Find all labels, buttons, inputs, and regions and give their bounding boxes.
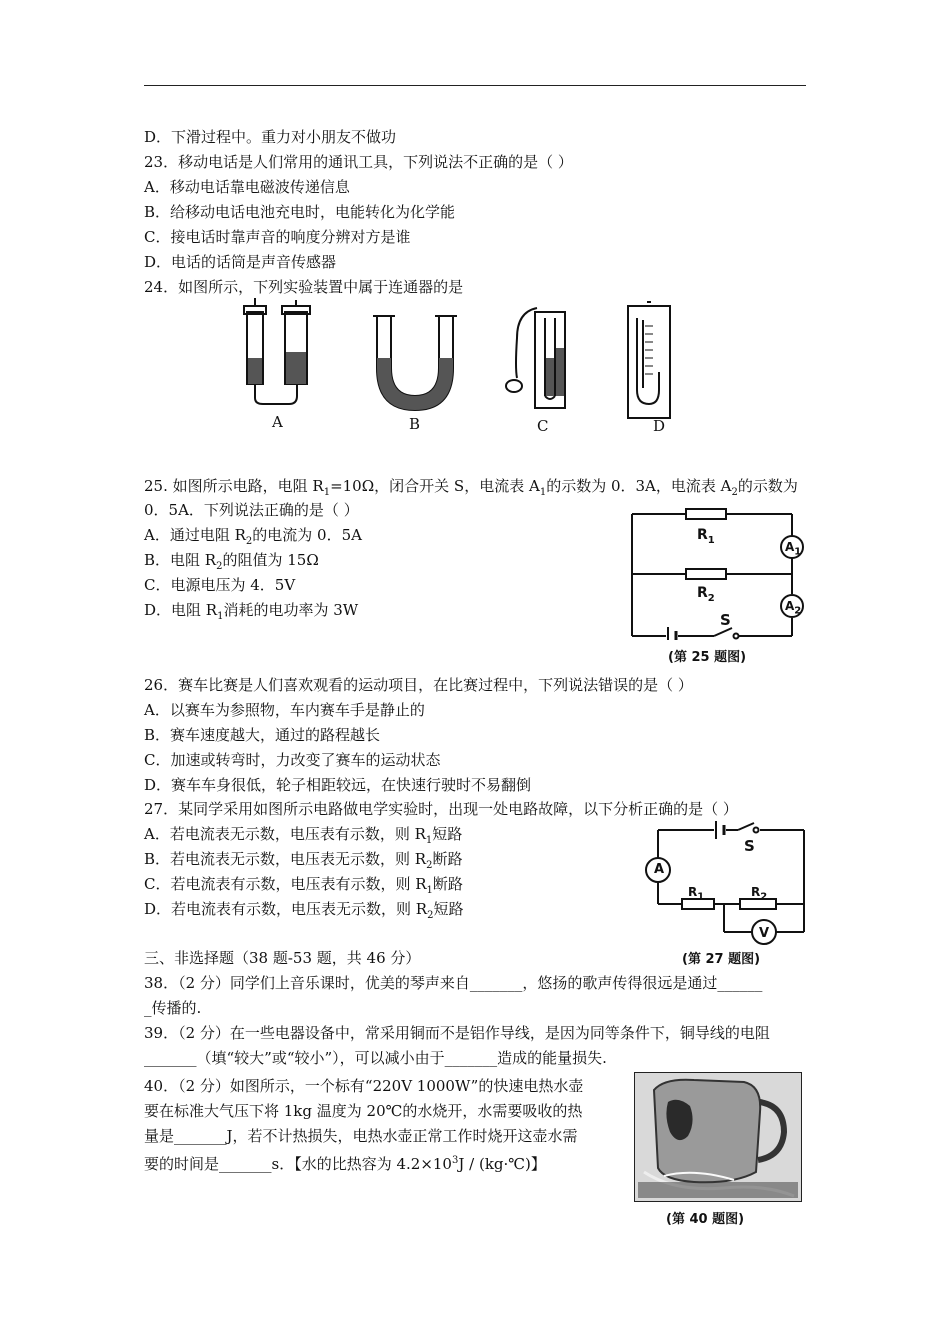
q40-line1: 40．（2 分）如图所示，一个标有“220V 1000W”的快速电热水壶 xyxy=(144,1077,584,1095)
q25-fig-r1-label: $R_1$ xyxy=(697,527,715,546)
q27-fig-r2-label: $R_2$ xyxy=(751,885,768,903)
q23-option-d: D．电话的话筒是声音传感器 xyxy=(144,253,337,271)
q27-fig-ammeter-label: A xyxy=(654,862,665,877)
q27-fig-r1-label: $R_1$ xyxy=(688,885,705,903)
q39-line2: _______（填“较大”或“较小”），可以减小由于_______造成的能量损失. xyxy=(144,1049,607,1067)
q25-option-a: A．通过电阻 $R_2$的电流为 0．5A xyxy=(144,526,362,547)
q24-label-a: A xyxy=(272,413,283,431)
q23-option-b: B．给移动电话电池充电时，电能转化为化学能 xyxy=(144,203,456,221)
q26-option-d: D．赛车车身很低，轮子相距较远，在快速行驶时不易翻倒 xyxy=(144,776,532,794)
q23-stem: 23．移动电话是人们常用的通讯工具，下列说法不正确的是（ ） xyxy=(144,153,573,171)
header-rule xyxy=(144,85,806,86)
q27-option-a: A．若电流表无示数，电压表有示数，则 $R_1$短路 xyxy=(144,825,463,846)
q25-option-b: B．电阻 $R_2$的阻值为 15Ω xyxy=(144,551,319,572)
q38-line2: _传播的. xyxy=(144,999,202,1017)
q27-fig-switch-label: S xyxy=(744,837,755,855)
q25-fig-a1-label: $A_1$ xyxy=(785,540,802,558)
q40-kettle-photo xyxy=(634,1072,802,1202)
q25-stem-line1: 25. 如图所示电路，电阻 $R_1=10\Omega$，闭合开关 S，电流表 $A_1$的示数为 0．3A，电流表 $A_2$的示数为 xyxy=(144,477,798,498)
q38-line1: 38．（2 分）同学们上音乐课时，优美的琴声来自_______，悠扬的歌声传得很远是通过______ xyxy=(144,974,763,992)
q40-line4: 要的时间是_______s．【水的比热容为 $4.2\times 10^3J$ / (kg·℃)】 xyxy=(144,1155,546,1173)
q40-figure-caption: (第 40 题图) xyxy=(666,1212,745,1227)
q23-option-a: A．移动电话靠电磁波传递信息 xyxy=(144,178,350,196)
q23-option-c: C．接电话时靠声音的响度分辨对方是谁 xyxy=(144,228,411,246)
q25-fig-r2-label: $R_2$ xyxy=(697,585,715,604)
q25-fig-a2-label: $A_2$ xyxy=(785,599,802,617)
q27-option-c: C．若电流表有示数，电压表有示数，则 $R_1$断路 xyxy=(144,875,463,896)
q27-option-d: D．若电流表有示数，电压表无示数，则 $R_2$短路 xyxy=(144,900,464,921)
q26-option-c: C．加速或转弯时，力改变了赛车的运动状态 xyxy=(144,751,441,769)
q26-stem: 26．赛车比赛是人们喜欢观看的运动项目，在比赛过程中，下列说法错误的是（ ） xyxy=(144,676,693,694)
q27-option-b: B．若电流表无示数，电压表无示数，则 $R_2$断路 xyxy=(144,850,463,871)
q24-label-b: B xyxy=(409,415,421,433)
q25-fig-switch-label: S xyxy=(720,611,731,629)
q25-figure-caption: (第 25 题图) xyxy=(668,650,747,665)
q26-option-a: A．以赛车为参照物，车内赛车手是静止的 xyxy=(144,701,425,719)
q27-figure-caption: (第 27 题图) xyxy=(682,952,761,967)
q40-line2: 要在标准大气压下将 1kg 温度为 20℃的水烧开，水需要吸收的热 xyxy=(144,1102,583,1120)
q24-stem: 24．如图所示，下列实验装置中属于连通器的是 xyxy=(144,278,464,296)
q24-label-c: C xyxy=(537,417,549,435)
q27-circuit-diagram xyxy=(640,820,810,955)
q24-apparatus-figure xyxy=(235,298,715,433)
q27-fig-voltmeter-label: V xyxy=(759,926,770,941)
section-3-heading: 三、非选择题（38 题-53 题，共 46 分） xyxy=(144,949,421,967)
q24-label-d: D xyxy=(653,417,666,435)
q40-line3: 量是_______J，若不计热损失，电热水壶正常工作时烧开这壶水需 xyxy=(144,1127,578,1145)
q39-line1: 39．（2 分）在一些电器设备中，常采用铜而不是铝作导线，是因为同等条件下，铜导线的电阻 xyxy=(144,1024,770,1042)
q25-option-d: D．电阻 $R_1$消耗的电功率为 3W xyxy=(144,601,359,622)
q26-option-b: B．赛车速度越大，通过的路程越长 xyxy=(144,726,381,744)
q22-option-d: D．下滑过程中。重力对小朋友不做功 xyxy=(144,128,397,146)
q25-stem-line2: 0．5A．下列说法正确的是（ ） xyxy=(144,501,359,519)
q25-circuit-diagram xyxy=(628,506,808,640)
q25-option-c: C．电源电压为 4．5V xyxy=(144,576,296,594)
q27-stem: 27．某同学采用如图所示电路做电学实验时，出现一处电路故障，以下分析正确的是（ ） xyxy=(144,800,738,818)
